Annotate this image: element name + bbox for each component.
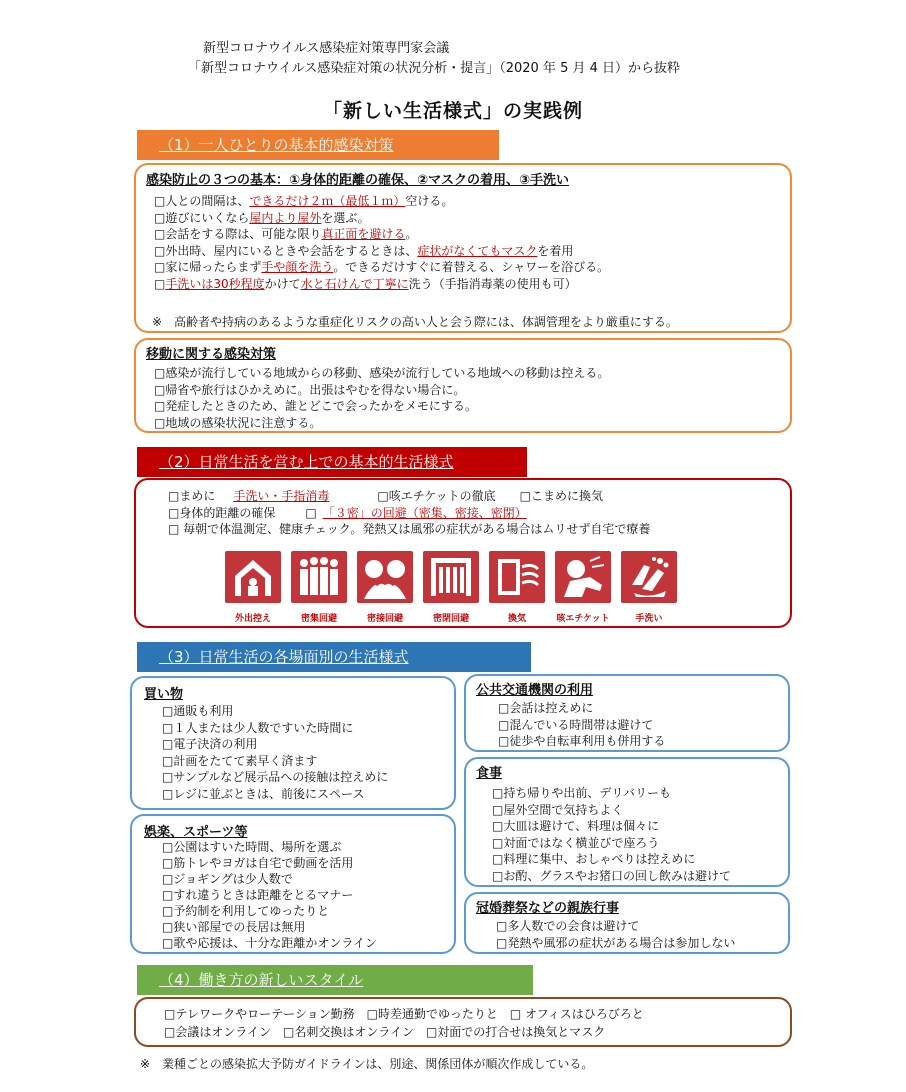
- icon-close-contact: [357, 551, 413, 624]
- list-item: □ジョギングは少人数で: [162, 872, 293, 886]
- list-item: □発熱や風邪の症状がある場合は参加しない: [496, 935, 736, 950]
- icon-label: 咳エチケット: [556, 614, 610, 624]
- basic-measures-box: [134, 163, 792, 333]
- list-item: □テレワークやローテーション勤務 □時差通勤でゆったりと □ オフィスはひろびろと: [164, 1007, 644, 1021]
- icon-label: 密接回避: [366, 614, 403, 624]
- transport-title: 公共交通機関の利用: [476, 683, 594, 698]
- list-item: □サンプルなど展示品への接触は控えめに: [162, 770, 389, 784]
- ceremonies-box: [464, 892, 790, 954]
- leisure-list: [162, 839, 377, 951]
- list-item: □レジに並ぶときは、前後にスペース: [162, 786, 365, 801]
- list-item: □人との間隔は、できるだけ２ｍ（最低１ｍ）空ける。: [154, 194, 454, 208]
- basic-measures-note: ※ 高齢者や持病のあるような重症化リスクの高い人と会う際には、体調管理をより厳重にする。: [152, 315, 678, 329]
- icon-handwash: [621, 551, 677, 624]
- section1-band: [137, 130, 499, 160]
- header-line-2: 「新型コロナウイルス感染症対策の状況分析・提言」（2020 年 5 月 4 日）から抜粋: [188, 61, 681, 76]
- section3-band-label: （3）日常生活の各場面別の生活様式: [159, 648, 409, 666]
- list-item: □感染が流行している地域からの移動、感染が流行している地域への移動は控える。: [154, 366, 610, 380]
- section4-band: [137, 965, 533, 995]
- ventilation-icon: [489, 551, 545, 603]
- icon-label: 外出控え: [234, 614, 271, 624]
- icon-crowd: [291, 551, 347, 624]
- transport-list: [498, 700, 665, 750]
- list-item: □会議はオンライン □名刺交換はオンライン □対面での打合せは換気とマスク: [164, 1025, 606, 1039]
- list-item: □家に帰ったらまず手や顔を洗う。できるだけすぐに着替える、シャワーを浴びる。: [154, 260, 610, 274]
- list-item: □歌や応援は、十分な距離かオンライン: [162, 936, 377, 950]
- list-item: □通販も利用: [162, 704, 234, 718]
- meals-title: 食事: [476, 766, 503, 781]
- section3-band: [137, 642, 531, 672]
- footer-note: ※ 業種ごとの感染拡大予防ガイドラインは、別途、関係団体が順次作成している。: [140, 1057, 594, 1071]
- close-contact-icon: [357, 551, 413, 603]
- meals-list: [492, 785, 731, 884]
- meals-box: [464, 757, 790, 887]
- header-line-1: 新型コロナウイルス感染症対策専門家会議: [203, 41, 450, 56]
- list-item: □まめに 手洗い・手指消毒 □咳エチケットの徹底 □こまめに換気: [168, 489, 603, 503]
- movement-list: [154, 365, 609, 431]
- cough-icon: [555, 551, 611, 603]
- list-item: □会話は控えめに: [498, 701, 594, 715]
- section2-band-label: （2）日常生活を営む上での基本的生活様式: [159, 453, 454, 471]
- list-item: □大皿は避けて、料理は個々に: [492, 819, 660, 833]
- movement-box: [134, 338, 792, 433]
- work-style-box: [134, 997, 792, 1047]
- list-item: □狭い部屋での長居は無用: [162, 920, 306, 934]
- list-item: □帰省や旅行はひかえめに。出張はやむを得ない場合に。: [154, 382, 466, 397]
- list-item: □すれ違うときは距離をとるマナー: [162, 888, 354, 902]
- movement-title: 移動に関する感染対策: [146, 347, 277, 362]
- shopping-box: [130, 676, 456, 810]
- closed-space-icon: [423, 551, 479, 603]
- section1-band-label: （1）一人ひとりの基本的感染対策: [159, 136, 394, 154]
- basic-measures-title: 感染防止の３つの基本：①身体的距離の確保、②マスクの着用、③手洗い: [146, 173, 570, 188]
- icon-house: [225, 551, 281, 624]
- list-item: □対面ではなく横並びで座ろう: [492, 835, 660, 850]
- ceremonies-title: 冠婚葬祭などの親族行事: [476, 901, 620, 916]
- list-item: □筋トレやヨガは自宅で動画を活用: [162, 856, 354, 870]
- icon-cough: [555, 551, 611, 624]
- section4-band-label: （4）働き方の新しいスタイル: [159, 971, 364, 989]
- list-item: □計画をたてて素早く済ます: [162, 753, 318, 768]
- shopping-list: [162, 703, 388, 802]
- list-item: □地域の感染状況に注意する。: [154, 415, 322, 430]
- leisure-title: 娯楽、スポーツ等: [144, 825, 248, 840]
- list-item: □持ち帰りや出前、デリバリーも: [492, 786, 671, 800]
- list-item: □公園はすいた時間、場所を選ぶ: [162, 840, 342, 854]
- house-icon: [225, 551, 281, 603]
- daily-life-list: [168, 488, 650, 538]
- section2-band: [137, 447, 527, 477]
- list-item: □遊びにいくなら屋内より屋外を選ぶ。: [154, 210, 370, 225]
- list-item: □身体的距離の確保 □ 「３密」の回避（密集、密接、密閉）: [168, 505, 527, 520]
- icon-closed-space: [423, 551, 479, 624]
- list-item: □混んでいる時間帯は避けて: [498, 717, 654, 732]
- list-item: □屋外空間で気持ちよく: [492, 802, 624, 817]
- list-item: □多人数での会食は避けて: [496, 919, 640, 933]
- icon-row: [225, 551, 677, 624]
- ceremonies-list: [496, 918, 735, 951]
- list-item: □ 毎朝で体温測定、健康チェック。発熱又は風邪の症状がある場合はムリせず自宅で療養: [168, 522, 651, 536]
- list-item: □発症したときのため、誰とどこで会ったかをメモにする。: [154, 399, 477, 413]
- list-item: □電子決済の利用: [162, 737, 258, 751]
- list-item: □予約制を利用してゆったりと: [162, 904, 330, 918]
- list-item: □会話をする際は、可能な限り真正面を避ける。: [154, 227, 418, 241]
- list-item: □料理に集中、おしゃべりは控えめに: [492, 852, 696, 866]
- list-item: □外出時、屋内にいるときや会話をするときは、症状がなくてもマスクを着用: [154, 243, 574, 258]
- icon-label: 密集回避: [300, 614, 337, 624]
- basic-measures-list: [154, 193, 609, 292]
- crowd-icon: [291, 551, 347, 603]
- list-item: □手洗いは30秒程度かけて水と石けんで丁寧に洗う（手指消毒薬の使用も可）: [154, 276, 577, 291]
- shopping-title: 買い物: [144, 687, 184, 702]
- list-item: □１人または少人数ですいた時間に: [162, 720, 354, 735]
- work-style-list: [164, 1005, 644, 1041]
- daily-life-box: [134, 478, 792, 628]
- icon-label: 換気: [507, 614, 526, 624]
- list-item: □徒歩や自転車利用も併用する: [498, 734, 666, 748]
- handwash-icon: [621, 551, 677, 603]
- transport-box: [464, 674, 790, 752]
- list-item: □お酌、グラスやお猪口の回し飲みは避けて: [492, 868, 731, 883]
- page-title: 「新しい生活様式」の実践例: [322, 100, 583, 122]
- icon-label: 手洗い: [635, 614, 663, 624]
- icon-label: 密閉回避: [432, 614, 469, 624]
- leisure-box: [130, 814, 456, 954]
- icon-ventilation: [489, 551, 545, 624]
